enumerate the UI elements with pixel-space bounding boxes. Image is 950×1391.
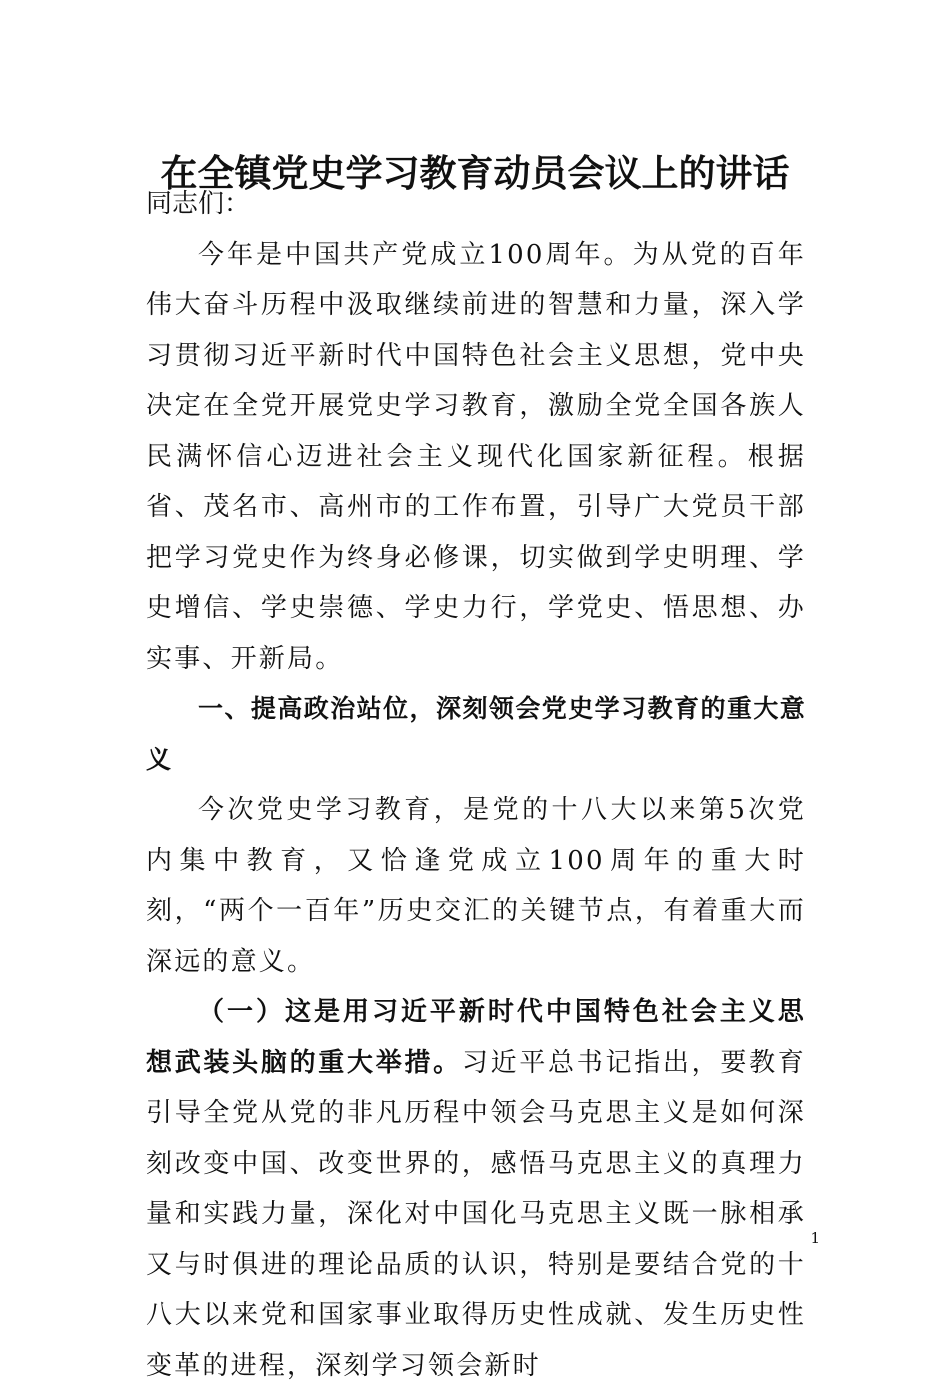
subsection-lead: （一）这是用习近平新时代中国特色社会主义思想武装头脑的重大举措。 <box>146 997 806 1078</box>
subsection-body: 习近平总书记指出，要教育引导全党从党的非凡历程中领会马克思主义是如何深刻改变中国、改变世界的，感悟马克思主义的真理力量和实践力量，深化对中国化马克思主义既一脉相承又与时俱进的理论品质的认识，特别是要结合党的十八大以来党和国家事业取得历史性成就、发生历史性变革的进程，深刻学习领会新时 <box>146 1047 807 1381</box>
section-heading: 一、提高政治站位，深刻领会党史学习教育的重大意义 <box>146 694 806 774</box>
document-body <box>146 179 806 1391</box>
page-number: 1 <box>810 1229 820 1247</box>
document-title: 在全镇党史学习教育动员会议上的讲话 <box>160 151 790 195</box>
section-paragraph: 今次党史学习教育，是党的十八大以来第5次党内集中教育，又恰逢党成立100周年的重大时刻，“两个一百年”历史交汇的关键节点，有着重大而深远的意义。 <box>146 795 806 977</box>
intro-paragraph: 今年是中国共产党成立100周年。为从党的百年伟大奋斗历程中汲取继续前进的智慧和力量，深入学习贯彻习近平新时代中国特色社会主义思想，党中央决定在全党开展党史学习教育，激励全党全国各族人民满怀信心迈进社会主义现代化国家新征程。根据省、茂名市、高州市的工作布置，引导广大党员干部把学习党史作为终身必修课，切实做到学史明理、学史增信、学史崇德、学史力行，学党史、悟思想、办实事、开新局。 <box>146 239 806 674</box>
subsection-paragraph <box>146 987 806 1391</box>
greeting: 同志们： <box>146 189 251 219</box>
